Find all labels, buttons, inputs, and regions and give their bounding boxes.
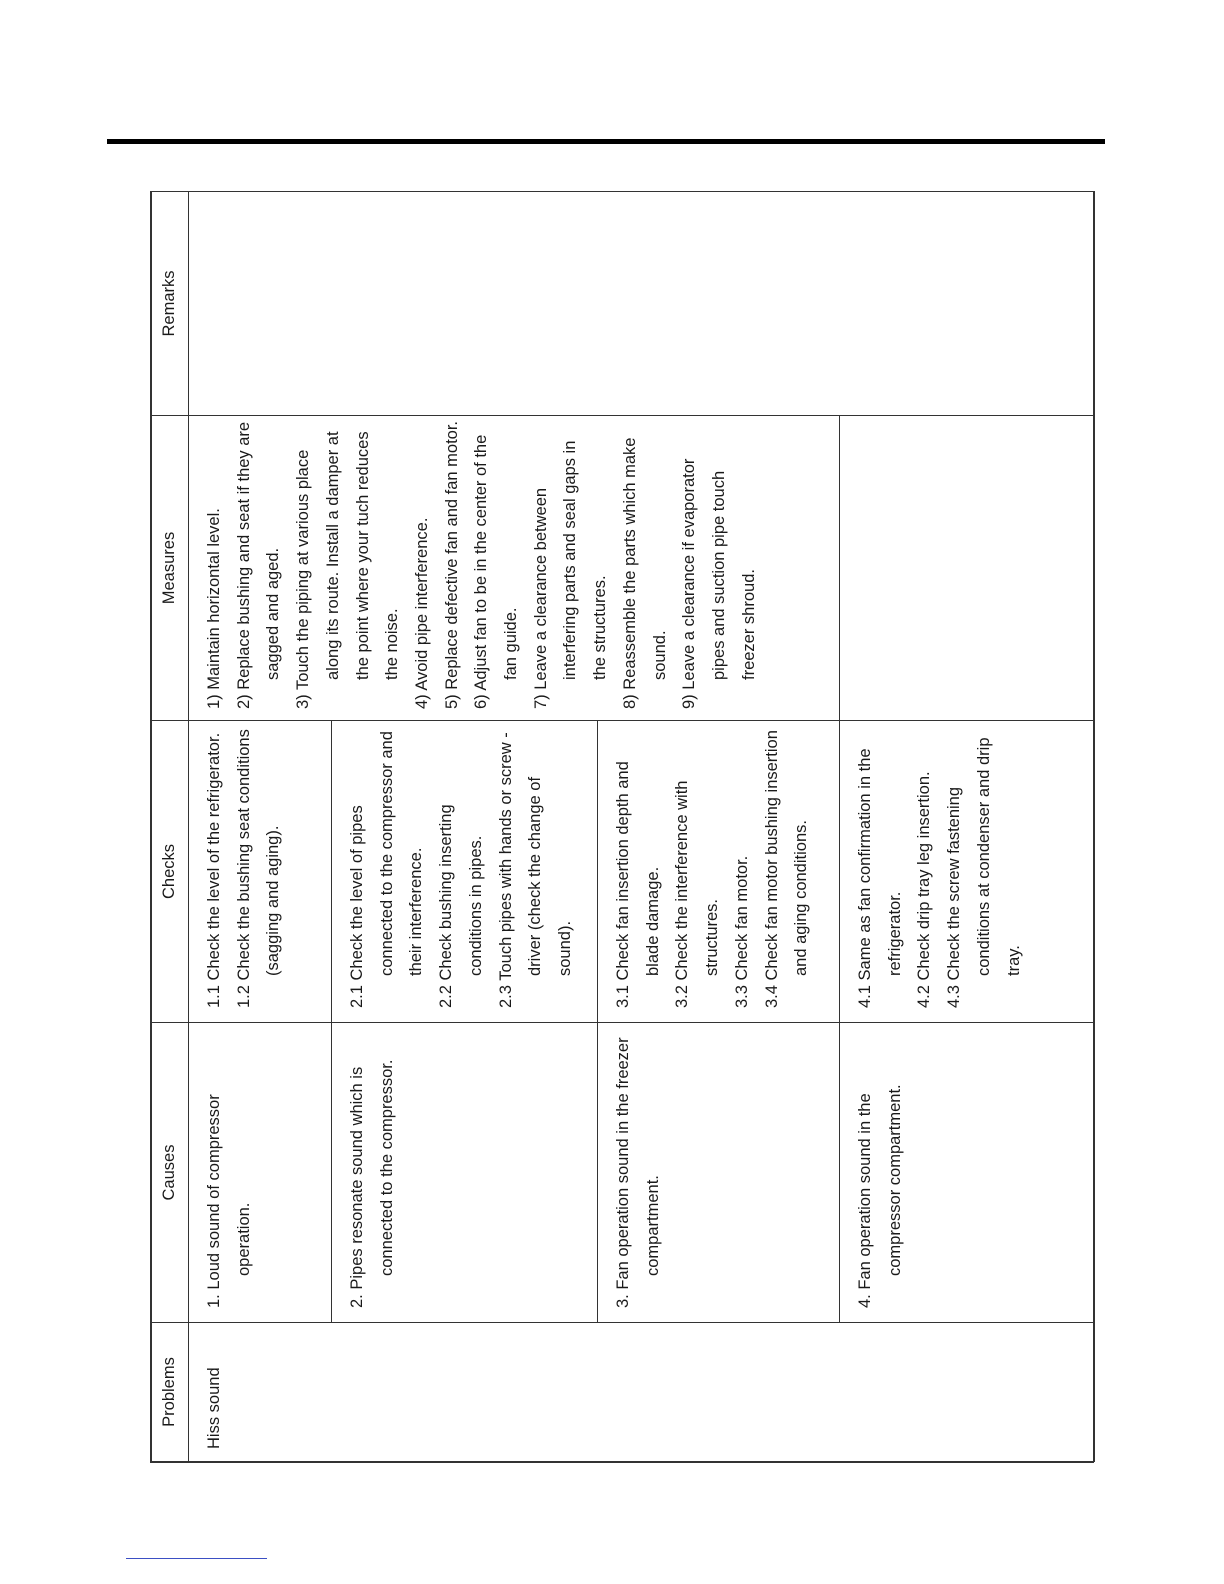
cause-cell [332, 1023, 598, 1323]
measure-item: 7) Leave a clearance between interfering parts and seal gaps in the structures. [531, 440, 610, 709]
header-problems: Problems [152, 1323, 189, 1462]
check-item: 3.1 Check fan insertion depth and blade damage. [614, 761, 662, 1008]
measure-item: 5) Replace defective fan and fan motor. [442, 420, 461, 709]
measure-item: 4) Avoid pipe interference. [412, 517, 431, 709]
table-row [189, 192, 332, 1462]
troubleshooting-table [151, 191, 1095, 1462]
checks-cell [332, 721, 598, 1023]
checks-cell [189, 721, 332, 1023]
header-checks: Checks [152, 721, 189, 1023]
check-item: 1.2 Check the bushing seat conditions (sagging and aging). [234, 729, 283, 1008]
cause-cell [598, 1023, 840, 1323]
measure-item: 1) Maintain horizontal level. [205, 508, 223, 709]
measure-item: 2) Replace bushing and seat if they are sagged and aged. [234, 421, 283, 709]
measure-item: 8) Reassemble the parts which make sound. [620, 437, 669, 709]
check-item: 4.2 Check drip tray leg insertion. [915, 771, 934, 1008]
check-item: 3.2 Check the interference with structures. [673, 780, 722, 1008]
cause-text: 3. Fan operation sound in the freezer compartment. [614, 1037, 662, 1308]
check-item: 2.1 Check the level of pipes connected to the compressor and their interference. [348, 731, 426, 1008]
check-item: 4.3 Check the screw fastening conditions at condenser and drip tray. [945, 737, 1023, 1008]
check-item: 2.3 Touch pipes with hands or screw -driver (check the change of sound). [496, 732, 574, 1008]
cause-text: 1. Loud sound of compressor operation. [205, 1094, 253, 1308]
checks-cell [598, 721, 840, 1023]
check-item: 3.4 Check fan motor bushing insertion and aging conditions. [762, 730, 811, 1008]
header-measures: Measures [152, 416, 189, 721]
top-rule [107, 139, 1105, 144]
check-item: 1.1 Check the level of the refrigerator. [205, 732, 223, 1008]
problem-cell: Hiss sound [189, 1323, 1095, 1462]
troubleshooting-table-frame [150, 191, 1094, 1463]
header-remarks: Remarks [152, 192, 189, 416]
check-item: 3.3 Check fan motor. [732, 855, 751, 1008]
cause-cell [189, 1023, 332, 1323]
check-item: 2.2 Check bushing inserting conditions in pipes. [437, 804, 485, 1008]
remarks-cell [189, 192, 1095, 416]
footer-link-underline [126, 1558, 267, 1559]
measures-empty-cell [840, 416, 1095, 721]
header-causes: Causes [152, 1023, 189, 1323]
rotated-table-container [151, 192, 1093, 1462]
checks-cell [840, 721, 1095, 1023]
measure-item: 6) Adjust fan to be in the center of the fan guide. [472, 434, 521, 709]
cause-text: 2. Pipes resonate sound which is connected to the compressor. [348, 1059, 396, 1308]
cause-cell [840, 1023, 1095, 1323]
header-row [152, 192, 189, 1462]
cause-text: 4. Fan operation sound in the compressor compartment. [856, 1084, 904, 1308]
measures-cell [189, 416, 840, 721]
check-item: 4.1 Same as fan confirmation in the refrigerator. [856, 748, 904, 1008]
measure-item: 3) Touch the piping at various place along its route. Install a damper at the point where your tuch reduces the noise. [294, 431, 402, 709]
measure-item: 9) Leave a clearance if evaporator pipes and suction pipe touch freezer shroud. [680, 458, 758, 709]
